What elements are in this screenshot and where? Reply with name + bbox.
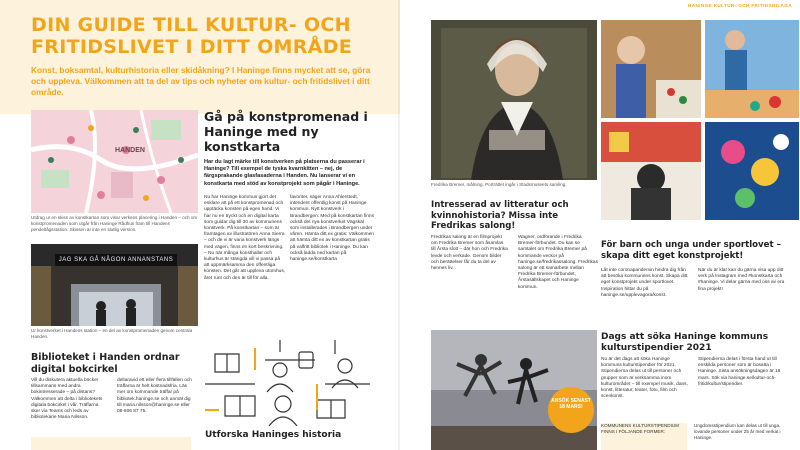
library-text-1: Vill du diskutera aktuella böcker tillsammans med andra bokintresserade – på distans? Välkommen att delta i bibliotekets digitala bokcirkel i vår. Träffarna sker via Teams och leds av bibliotekarie Maria Nilsson. [31,378,103,421]
portrait-painting [431,20,597,180]
stipend-forms-box: KOMMUNENS KULTURSTIPENDIUM FINNS I FÖLJANDE FORMER: [601,423,687,450]
kids-craft-photo [705,20,799,118]
right-page [400,0,800,450]
dance-photo [431,330,597,450]
salong-text-1: Fredrikas salong är en filmprojekt om Fredrika Bremer som åsamlas till Årsta slott – där hon och Fredrika levde och verkade. Genom bilder och berättelser får du ta del av hennes liv. [431,235,508,272]
library-heading: Biblioteket i Handen ordnar digital bokcirkel [31,352,180,375]
explore-history-heading: Utforska Haninges historia [205,430,342,440]
library-text-2: deltaravid ett eller flera tillfällen och träffarna är helt kostnadsfria. Läs mer om kommande träffar på bibliotek.haninge.se och anmäl dig till maria.nilsson@haninge.se eller 08-606 87 75. [117,378,192,415]
deadline-badge: ANSÖK SENAST 18 MARS! [548,387,594,433]
kids-painting-photo [601,20,701,118]
station-photo [31,244,198,326]
portrait-caption: Fredrika Bremer, målning. Porträttet ingår i Stadsmuseets samling. [431,182,567,187]
art-map-image [31,110,198,213]
page-title: DIN GUIDE TILL KULTUR- OCH FRITIDSLIVET I DITT OMRÅDE [31,14,353,58]
bottom-strip [31,437,191,450]
article-column-1: Nu har Haninge kommun gjort det enklare att på ett konstpromenad och upptäcka konsten på egen hand. Vi har nu en tryckt och en digital karta som guidar dig till 30 av kommunens konstverk. På konstkartan – som är framtagen av illustratören Anna Sierra – och de vi är vana konstverk längs med vägen, finns en kort beskrivning. – Nu när många konsthallar och kulturhus är stängda vill vi passa på att uppmärksamma den offentliga konsten. Det går att uppleva utomhus, året runt och den är till för alla. [204,195,286,281]
article-lead: Har du lagt märke till konstverken på platserna du passerar i Haninge? Till exempel de tyska kvarnkitten – nej, de färgsprakande glasfasaderna i Handen. Nu lanserar vi en konstkarta med stöd av konstprojekt som pågår i Haninge. [204,159,365,187]
sportlov-text-2: När du är klar kan du gärna visa upp ditt verk på Instagram med #konstkarta och #haninge. Vi delar gärna med oss av era fina projekt! [698,268,785,292]
stipend-text-1: Nu är det dags att söka Haninge kommuns kulturstipendier för 2021. Stipendierna delas ut till personer och grupper som är verksamma inom kulturområdet – till exempel musik, dans, konst, litteratur, teater, foto, film och scenkonst. [601,357,688,400]
salong-text-2: Wagner, ordförande i Fredrika Bremer-förbundet. Du kan se samtalet om Fredrika Bremer på kommande veckor på haninge.se/fredrikassalong. Fredrikas salong är ett samarbete mellan Fredrika Bremer-förbundet, Årstasällskapet och Haninge kommun. [518,235,598,290]
intro-text: Konst, boksamtal, kulturhistoria eller skidåkning? I Haninge finns mycket att se, göra och uppleva. Välkommen att ta del av tips och nyheter om kultur- och fritidslivet i ditt område. [31,65,371,97]
map-label: HANDEN [115,147,145,154]
map-caption: Utdrag ur en skiss av konstkartan som visar verkens placering i Handen – och om konstpromenaden som utgår från Haninge Rådhus fram till Handens pendeltågsstation. Skissen är inte en slutlig version. [31,215,198,232]
salong-heading: Intresserad av litteratur och kvinnohistoria? Missa inte Fredrikas salong! [431,200,569,231]
article-heading: Gå på konstpromenad i Haninge med ny konstkarta [204,109,368,154]
article-column-2: favoriter, säger Anna Ahlerstedt, intendent offentlig konst på Haninge kommun. Nytt konstverk i Brandbergen: Med på konstkartan finns också det nya konstverket Vägskäl som installerades i Brandbergen under våren. Hämta ditt ex gratis: Välkommen att hämta ditt ex av konstkartan gratis på valfritt bibliotek i Haninge. Du kan också ladda ned kartan på haninge.se/konstkarta [290,195,374,263]
stipend-heading: Dags att söka Haninge kommuns kulturstipendier 2021 [601,332,769,353]
sportlov-text-1: Låt inte coronapandemin hindra dig från att besöka kommunens konst. Skapa ditt eget konstprojekt under sportlovet. Inspiration hittar du på haninge.se/upplevagora/konst. [601,268,688,298]
kids-drawing-photo [601,122,701,220]
kids-photo-collage [601,20,799,220]
sportlov-heading: För barn och unga under sportlovet – skapa ditt eget konstprojekt! [601,240,781,261]
kids-art-closeup-photo [705,122,799,220]
book-circle-illustration [205,340,370,426]
station-caption: Ur konstverket i Handens station – en del av konstpromenaden genom centrala Handen. [31,328,193,339]
stipend-text-2: Stipendierna delas i första hand ut till enskilda personer som är bosatta i Haninge. Sista ansökningsdagen är 18 mars. Sök via haninge.se/kultur-och-fritid/kultur/stipendier. [698,357,781,387]
section-tag: HANINGE KULTUR- OCH FRITIDSBILAGA [688,3,792,8]
station-sign: JAG SKA GÅ NÅGON ANNANSTANS [55,254,177,266]
youth-stipend-text: Ungdomsstipendium kan delas ut till unga, lovande personer under 25 år med verkat i Haninge. [694,423,781,440]
